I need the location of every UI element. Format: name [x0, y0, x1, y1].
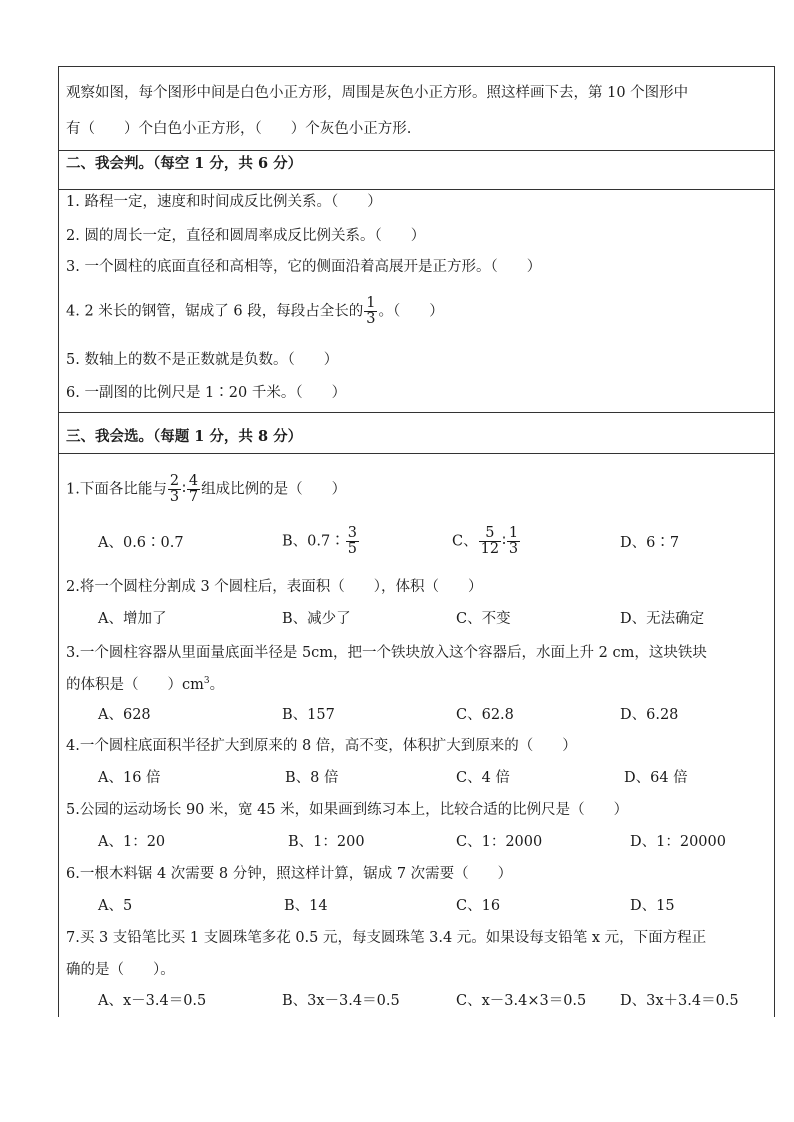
choice-q5: 5.公园的运动场长 90 米，宽 45 米，如果画到练习本上，比较合适的比例尺是（ ）	[66, 802, 629, 818]
q3-option-a: A、628	[98, 707, 151, 723]
judge-item-3: 3. 一个圆柱的底面直径和高相等，它的侧面沿着高展开是正方形。（ ）	[66, 259, 542, 275]
intro-line-1: 观察如图，每个图形中间是白色小正方形，周围是灰色小正方形。照这样画下去，第 10 个图形中	[66, 85, 689, 101]
q6-option-d: D、15	[630, 898, 675, 914]
choice-q3-line-2: 的体积是（ ）$cm^3$。	[66, 676, 225, 693]
section-3-title: 三、我会选。（每题 1 分，共 8 分）	[66, 428, 303, 445]
choice-q6: 6.一根木料锯 4 次需要 8 分钟，照这样计算，锯成 7 次需要（ ）	[66, 866, 513, 882]
q4-option-b: B、8 倍	[285, 770, 339, 786]
section-2-title: 二、我会判。（每空 1 分，共 6 分）	[66, 155, 303, 172]
q7-option-c: C、x－3.4×3＝0.5	[456, 993, 587, 1009]
q1-option-a: A、0.6∶0.7	[98, 535, 184, 551]
q1-option-d: D、6∶7	[620, 535, 680, 551]
q2-option-d: D、无法确定	[620, 611, 705, 627]
table-divider	[59, 412, 774, 413]
q7-option-d: D、3x＋3.4＝0.5	[620, 993, 739, 1009]
q1-option-b: B、0.7∶ $\frac{3}{5}$	[282, 525, 357, 557]
q2-option-c: C、不变	[456, 611, 511, 627]
table-divider	[59, 189, 774, 190]
q6-option-a: A、5	[98, 898, 133, 914]
superscript: 3	[203, 676, 210, 687]
fraction: $\frac{4}{7}$	[188, 473, 199, 505]
fraction: $\frac{1}{3}$	[508, 525, 519, 557]
q1-option-c: C、 $\frac{5}{12}$ ∶ $\frac{1}{3}$	[452, 525, 519, 557]
q5-option-a: A、1：20	[98, 834, 166, 850]
q6-option-c: C、16	[456, 898, 501, 914]
choice-q2: 2.将一个圆柱分割成 3 个圆柱后，表面积（ ），体积（ ）	[66, 579, 483, 595]
q6-option-b: B、14	[284, 898, 328, 914]
choice-q7-line-2: 确的是（ ）。	[66, 962, 175, 978]
fraction: $\frac{2}{3}$	[169, 473, 180, 505]
judge-item-4	[66, 296, 444, 327]
table-divider	[59, 150, 774, 151]
table-divider	[59, 453, 774, 454]
judge-item-6: 6. 一副图的比例尺是 1∶20 千米。（ ）	[66, 385, 347, 401]
q5-option-d: D、1：20000	[630, 834, 726, 850]
judge-item-4-text: 4. 2 米长的钢管，锯成了 6 段，每段占全长的	[66, 303, 364, 320]
q3-option-c: C、62.8	[456, 707, 514, 723]
choice-q3-line-1: 3.一个圆柱容器从里面量底面半径是 5cm，把一个铁块放入这个容器后，水面上升 2 cm，这块铁块	[66, 645, 707, 661]
q4-option-a: A、16 倍	[98, 770, 161, 786]
fraction: $\frac{3}{5}$	[347, 525, 357, 557]
q7-option-b: B、3x－3.4＝0.5	[282, 993, 400, 1009]
q3-option-d: D、6.28	[620, 707, 679, 723]
q4-option-c: C、4 倍	[456, 770, 510, 786]
judge-item-4-end: 。（ ）	[378, 303, 444, 320]
choice-q7-line-1: 7.买 3 支铅笔比买 1 支圆珠笔多花 0.5 元，每支圆珠笔 3.4 元。如果设每支铅笔 x 元，下面方程正	[66, 930, 707, 946]
intro-line-2: 有（ ）个白色小正方形，（ ）个灰色小正方形.	[66, 121, 412, 137]
q2-option-b: B、减少了	[282, 611, 351, 627]
judge-item-1: 1. 路程一定，速度和时间成反比例关系。（ ）	[66, 194, 382, 210]
q5-option-c: C、1：2000	[456, 834, 543, 850]
choice-q1: 1.下面各比能与 $\frac{2}{3}$ ∶ $\frac{4}{7}$ 组成比例的是（ ）	[66, 473, 347, 505]
judge-item-2: 2. 圆的周长一定，直径和圆周率成反比例关系。（ ）	[66, 228, 426, 244]
q4-option-d: D、64 倍	[624, 770, 688, 786]
q2-option-a: A、增加了	[98, 611, 167, 627]
judge-item-5: 5. 数轴上的数不是正数就是负数。（ ）	[66, 352, 339, 368]
choice-q4: 4.一个圆柱底面积半径扩大到原来的 8 倍，高不变，体积扩大到原来的（ ）	[66, 738, 577, 754]
fraction: $\frac{5}{12}$	[480, 525, 500, 557]
q5-option-b: B、1：200	[288, 834, 365, 850]
fraction: $\frac{1}{3}$	[366, 295, 376, 327]
q7-option-a: A、x－3.4＝0.5	[98, 993, 207, 1009]
q3-option-b: B、157	[282, 707, 335, 723]
